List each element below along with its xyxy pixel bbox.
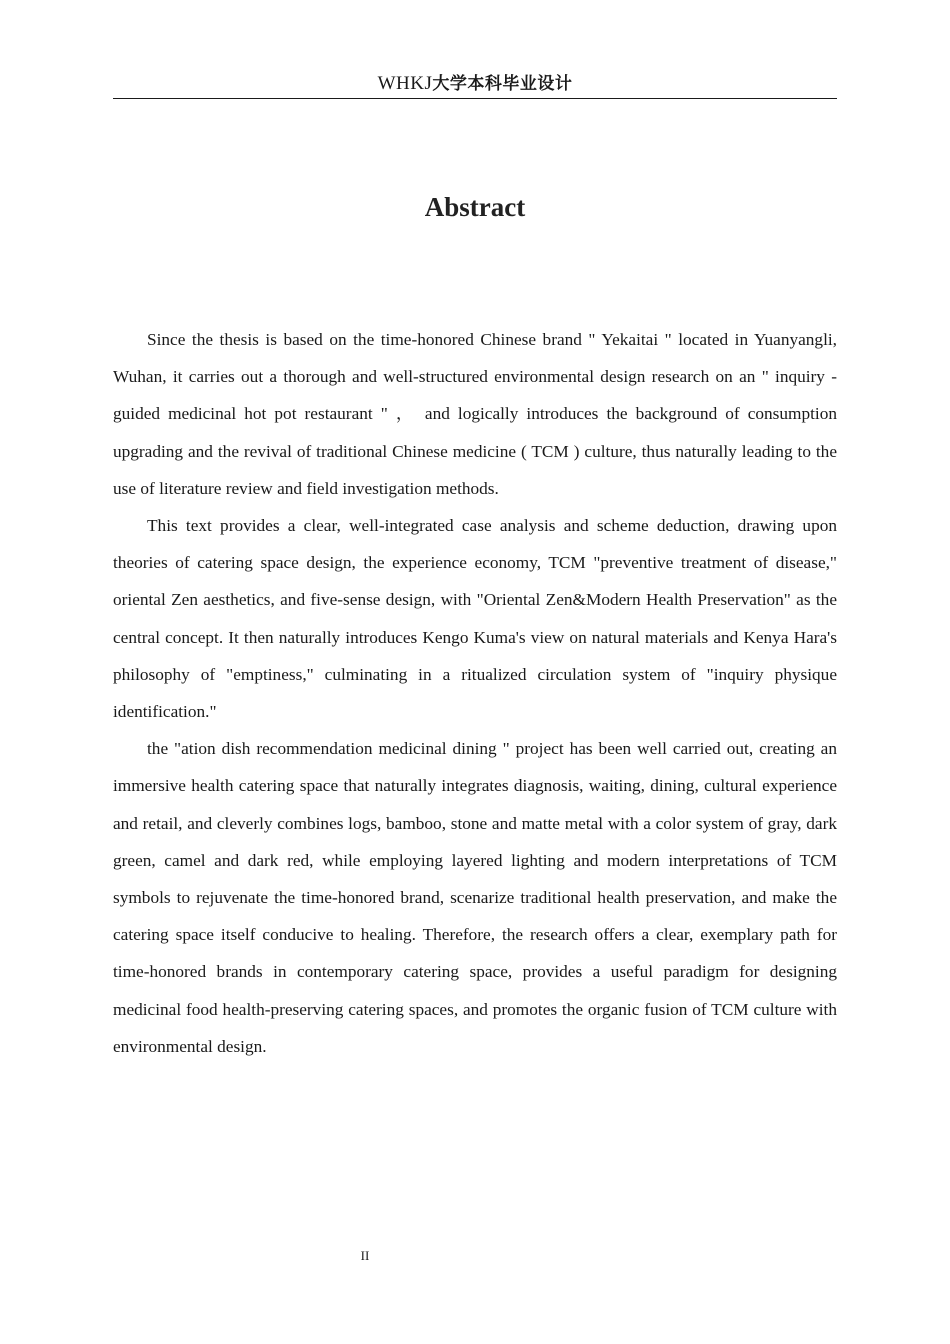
abstract-paragraph-1: Since the thesis is based on the time-honored Chinese brand " Yekaitai " located in Yuanyangli, Wuhan, it carries out a thorough and well-structured environmental design research on an " inquiry - guided medicinal hot pot restaurant " ， and logically introduces the background of consumption upgrading and the revival of traditional Chinese medicine ( TCM ) culture, thus naturally leading to the use of literature review and field investigation methods. xyxy=(113,330,837,498)
abstract-paragraph-3: the "ation dish recommendation medicinal dining " project has been well carried out, creating an immersive health catering space that naturally integrates diagnosis, waiting, dining, cultural experience and retail, and cleverly combines logs, bamboo, stone and matte metal with a color system of gray, dark green, camel and dark red, while employing layered lighting and modern interpretations of TCM symbols to rejuvenate the time-honored brand, scenarize traditional health preservation, and make the catering space itself conducive to healing. Therefore, the research offers a clear, exemplary path for time-honored brands in contemporary catering space, provides a useful paradigm for designing medicinal food health-preserving catering spaces, and promotes the organic fusion of TCM culture with environmental design. xyxy=(113,739,837,1056)
abstract-paragraph-2: This text provides a clear, well-integrated case analysis and scheme deduction, drawing upon theories of catering space design, the experience economy, TCM "preventive treatment of disease," oriental Zen aesthetics, and five-sense design, with "Oriental Zen&Modern Health Preservation" as the central concept. It then naturally introduces Kengo Kuma's view on natural materials and Kenya Hara's philosophy of "emptiness," culminating in a ritualized circulation system of "inquiry physique identification." xyxy=(113,516,837,722)
running-header xyxy=(113,70,837,99)
header-prefix: WHKJ xyxy=(377,73,433,94)
header-university-label: 大学本科毕业设计 xyxy=(432,74,573,94)
page-title: Abstract xyxy=(424,192,526,222)
page-number: II xyxy=(360,1248,370,1263)
abstract-body xyxy=(113,321,837,1065)
